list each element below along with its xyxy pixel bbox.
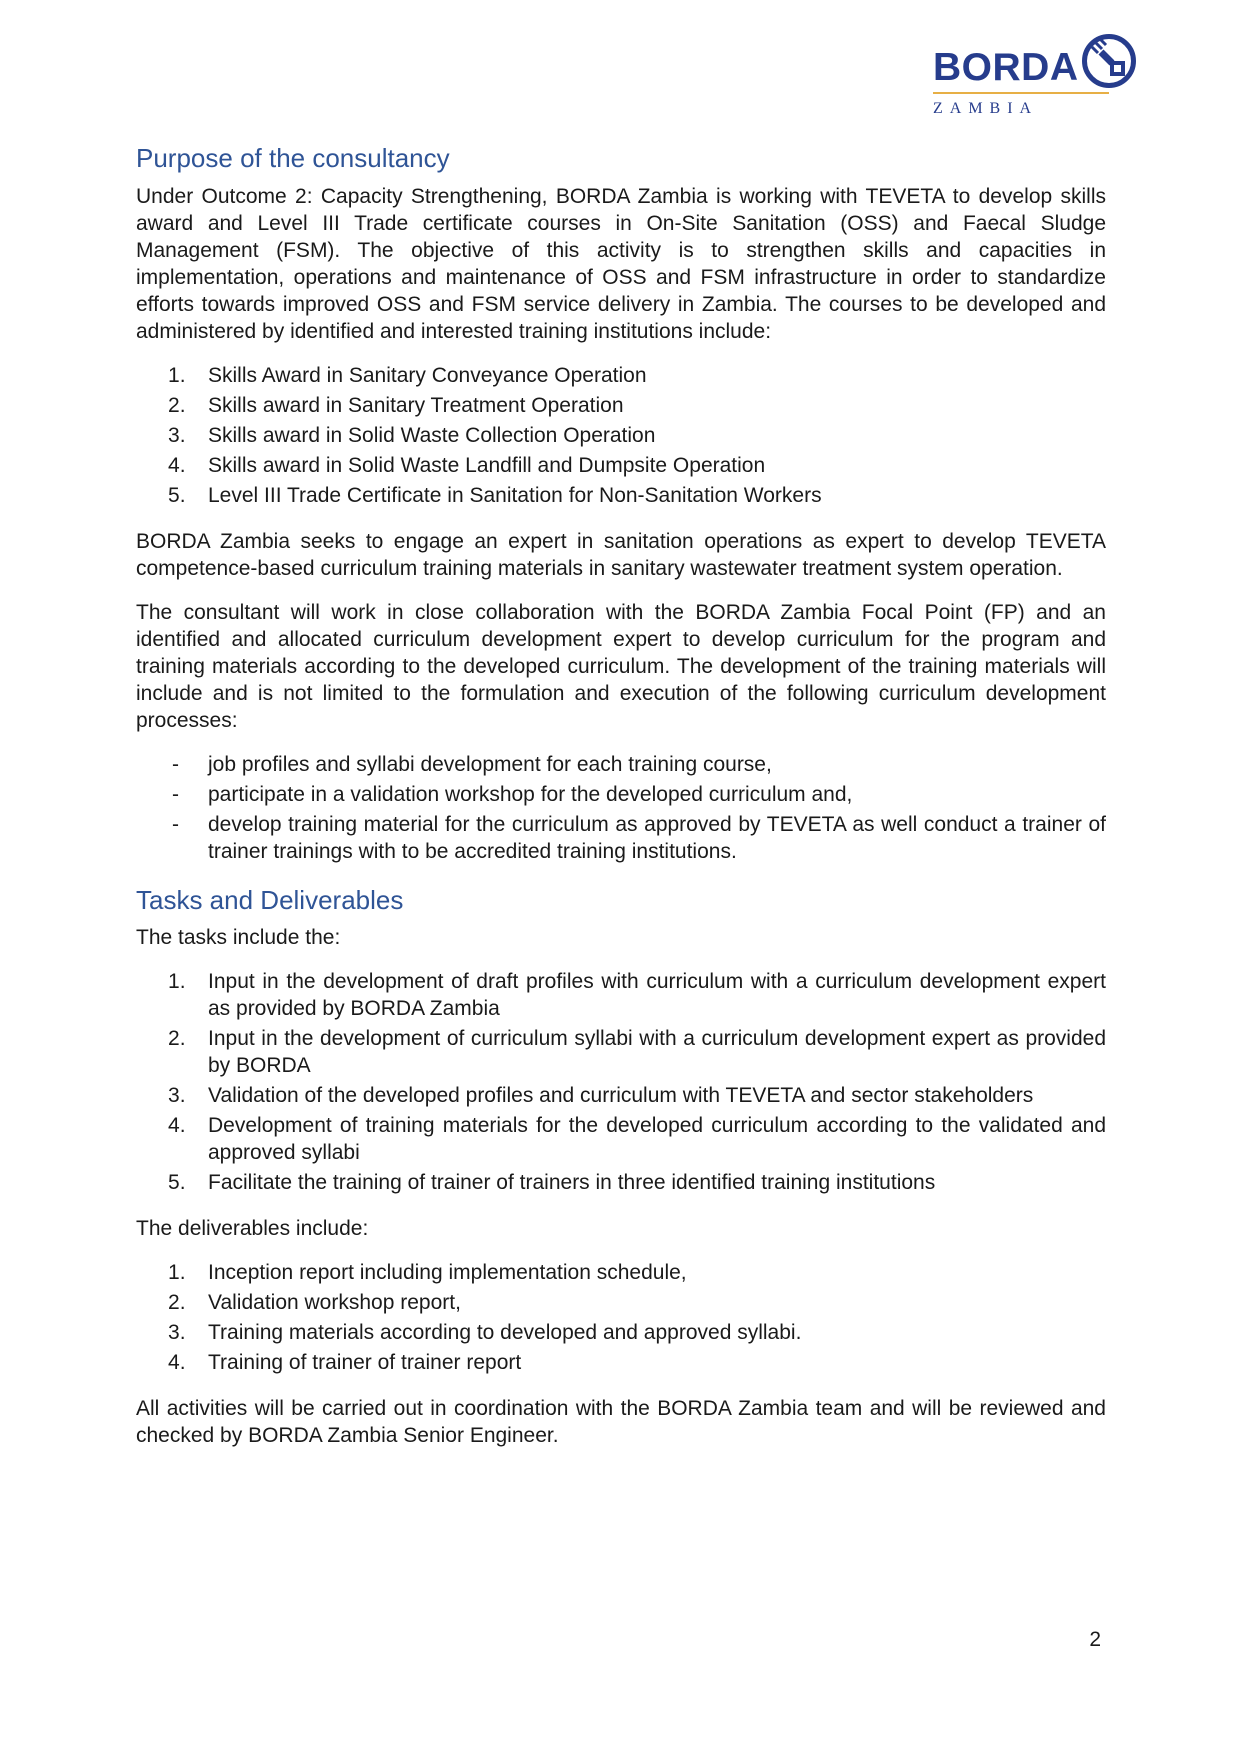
paragraph-purpose-intro: Under Outcome 2: Capacity Strengthening, BORDA Zambia is working with TEVETA to develop skills award and Level III Trade certificate courses in On-Site Sanitation (OSS) and Faecal Sludge Management (FSM). The objective of this activity is to strengthen skills and capacities in implementation, operations and maintenance of OSS and FSM infrastructure in order to standardize efforts towards improved OSS and FSM service delivery in Zambia. The courses to be developed and administered by identified and interested training institutions include: [136,184,1106,343]
list-item: Inception report including implementation schedule, [208,1261,687,1284]
list-item: Input in the development of curriculum syllabi with a curriculum development expert as provided by BORDA [208,1027,1106,1077]
process-list [136,751,1106,865]
borda-logo [933,30,1109,118]
deliverable-list [136,1259,1106,1376]
paragraph-consultant: The consultant will work in close collaboration with the BORDA Zambia Focal Point (FP) and an identified and allocated curriculum development expert to develop curriculum for the program and training materials according to the developed curriculum. The development of the training materials will include and is not limited to the formulation and execution of the following curriculum development processes: [136,600,1106,732]
paragraph-closing: All activities will be carried out in coordination with the BORDA Zambia team and will be reviewed and checked by BORDA Zambia Senior Engineer. [136,1397,1106,1447]
list-item: Training materials according to developed and approved syllabi. [208,1321,802,1344]
page-number: 2 [1089,1628,1101,1651]
paragraph-deliverables-lead: The deliverables include: [136,1217,369,1240]
document-content [136,142,1106,1466]
list-item: Skills award in Sanitary Treatment Operation [208,393,624,417]
borda-wordmark: BORDA [933,45,1079,89]
section-heading-tasks: Tasks and Deliverables [136,884,404,915]
list-item: Skills Award in Sanitary Conveyance Operation [208,363,647,387]
course-list [136,362,1106,509]
list-item: Skills award in Solid Waste Landfill and Dumpsite Operation [208,453,766,477]
list-item: - participate in a validation workshop for the developed curriculum and, [208,781,1106,808]
task-list [136,968,1106,1196]
list-item: Facilitate the training of trainer of trainers in three identified training institutions [208,1171,936,1194]
list-item: Level III Trade Certificate in Sanitation for Non-Sanitation Workers [208,483,822,507]
list-item: Skills award in Solid Waste Collection Operation [208,423,656,447]
section-heading-purpose: Purpose of the consultancy [136,143,450,173]
list-item: Training of trainer of trainer report [208,1351,522,1374]
paragraph-tasks-lead: The tasks include the: [136,926,341,949]
paragraph-engage: BORDA Zambia seeks to engage an expert in sanitation operations as expert to develop TEVETA competence-based curriculum training materials in sanitary wastewater treatment system operation. [136,529,1106,580]
gold-divider [933,92,1109,94]
zambia-label: ZAMBIA [933,100,1039,117]
list-item: Validation of the developed profiles and curriculum with TEVETA and sector stakeholders [208,1084,1034,1107]
list-item: - develop training material for the curriculum as approved by TEVETA as well conduct a trainer of trainer trainings with to be accredited training institutions. [208,811,1106,865]
borda-emblem-icon [1079,30,1139,90]
list-item: - job profiles and syllabi development for each training course, [208,751,1106,778]
list-item: Validation workshop report, [208,1291,461,1314]
list-item: Development of training materials for the developed curriculum according to the validated and approved syllabi [208,1114,1106,1164]
list-item: Input in the development of draft profiles with curriculum with a curriculum development expert as provided by BORDA Zambia [208,970,1106,1020]
